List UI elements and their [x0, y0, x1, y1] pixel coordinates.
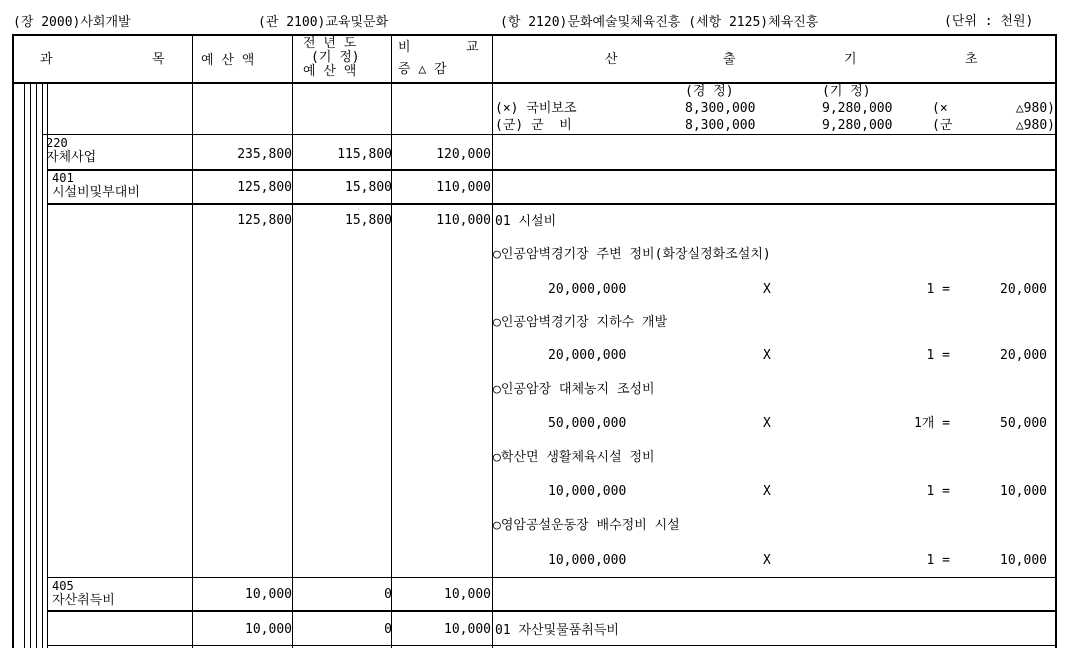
header-prev-line1: 전 년 도 — [303, 36, 357, 51]
header-basis-1: 산 — [605, 52, 618, 67]
header-compare-line2: 증 △ 감 — [398, 62, 447, 77]
item-qty: 1 = — [926, 282, 950, 297]
row-405-diff: 10,000 — [444, 587, 491, 602]
detail-405-title: 01 자산및물품취득비 — [495, 623, 619, 638]
funding-row-c-tag: (× — [932, 101, 948, 116]
header-basis-4: 초 — [965, 52, 978, 67]
detail-401-budget: 125,800 — [237, 213, 292, 228]
chapter-label: (장 2000)사회개발 — [13, 15, 131, 30]
funding-row-c-val: △980) — [1015, 118, 1055, 133]
item-qty: 1 = — [926, 553, 950, 568]
item-price: 20,000,000 — [548, 282, 627, 297]
detail-405-budget: 10,000 — [245, 622, 292, 637]
item-price: 10,000,000 — [548, 553, 627, 568]
row-220-code: 220 — [46, 136, 68, 150]
item-price: 50,000,000 — [548, 416, 627, 431]
detail-405-diff: 10,000 — [444, 622, 491, 637]
detail-401-diff: 110,000 — [436, 213, 491, 228]
header-compare-bi: 비 — [398, 40, 411, 55]
item-qty: 1 = — [926, 348, 950, 363]
header-mok: 목 — [152, 52, 165, 67]
item-title: ○학산면 생활체육시설 정비 — [493, 450, 655, 465]
item-times: X — [763, 553, 771, 568]
detail-405-prev: 0 — [384, 622, 392, 637]
detail-401-prev: 15,800 — [345, 213, 392, 228]
row-220-budget: 235,800 — [237, 147, 292, 162]
item-qty: 1 = — [926, 484, 950, 499]
funding-row-b: 9,280,000 — [822, 118, 893, 133]
item-qty: 1개 = — [913, 416, 950, 431]
row-401-prev: 15,800 — [345, 180, 392, 195]
funding-row-name: (×) 국비보조 — [495, 101, 577, 116]
item-amount: 50,000 — [1000, 416, 1047, 431]
section-label: (관 2100)교육및문화 — [258, 15, 389, 30]
funding-col1-label: (경 정) — [685, 84, 734, 99]
item-times: X — [763, 484, 771, 499]
header-prev-line2: (기 정) — [311, 50, 360, 65]
item-title: ○영암공설운동장 배수정비 시설 — [493, 518, 680, 533]
item-title: ○인공암장 대체농지 조성비 — [493, 382, 655, 397]
row-405-code: 405 — [52, 579, 74, 593]
header-basis-3: 기 — [844, 52, 857, 67]
item-price: 10,000,000 — [548, 484, 627, 499]
funding-col2-label: (기 정) — [822, 84, 871, 99]
header-gwa: 과 — [40, 52, 53, 67]
row-401-budget: 125,800 — [237, 180, 292, 195]
item-title: ○인공암벽경기장 주변 정비(화장실정화조설치) — [493, 247, 771, 262]
funding-row-c-tag: (군 — [932, 118, 953, 133]
header-prev-line3: 예 산 액 — [303, 64, 357, 79]
row-220-prev: 115,800 — [337, 147, 392, 162]
row-405-budget: 10,000 — [245, 587, 292, 602]
unit-label: (단위 : 천원) — [944, 14, 1034, 29]
item-amount: 20,000 — [1000, 282, 1047, 297]
item-times: X — [763, 416, 771, 431]
funding-row-a: 8,300,000 — [685, 101, 756, 116]
item-price: 20,000,000 — [548, 348, 627, 363]
row-405-prev: 0 — [384, 587, 392, 602]
item-times: X — [763, 348, 771, 363]
row-405-name: 자산취득비 — [52, 593, 115, 608]
row-401-name: 시설비및부대비 — [52, 185, 140, 200]
header-basis-2: 출 — [723, 52, 736, 67]
item-amount: 10,000 — [1000, 553, 1047, 568]
row-220-name: 자체사업 — [46, 150, 97, 165]
funding-row-a: 8,300,000 — [685, 118, 756, 133]
item-title: ○인공암벽경기장 지하수 개발 — [493, 315, 668, 330]
row-220-diff: 120,000 — [436, 147, 491, 162]
header-compare-gyo: 교 — [466, 40, 479, 55]
row-401-code: 401 — [52, 171, 74, 185]
funding-row-name: (군) 군 비 — [495, 118, 572, 133]
item-amount: 10,000 — [1000, 484, 1047, 499]
detail-401-title: 01 시설비 — [495, 214, 557, 229]
header-budget: 예 산 액 — [201, 53, 255, 68]
funding-row-b: 9,280,000 — [822, 101, 893, 116]
item-label: (항 2120)문화예술및체육진흥 (세항 2125)체육진흥 — [500, 15, 819, 30]
row-401-diff: 110,000 — [436, 180, 491, 195]
item-amount: 20,000 — [1000, 348, 1047, 363]
item-times: X — [763, 282, 771, 297]
funding-row-c-val: △980) — [1015, 101, 1055, 116]
